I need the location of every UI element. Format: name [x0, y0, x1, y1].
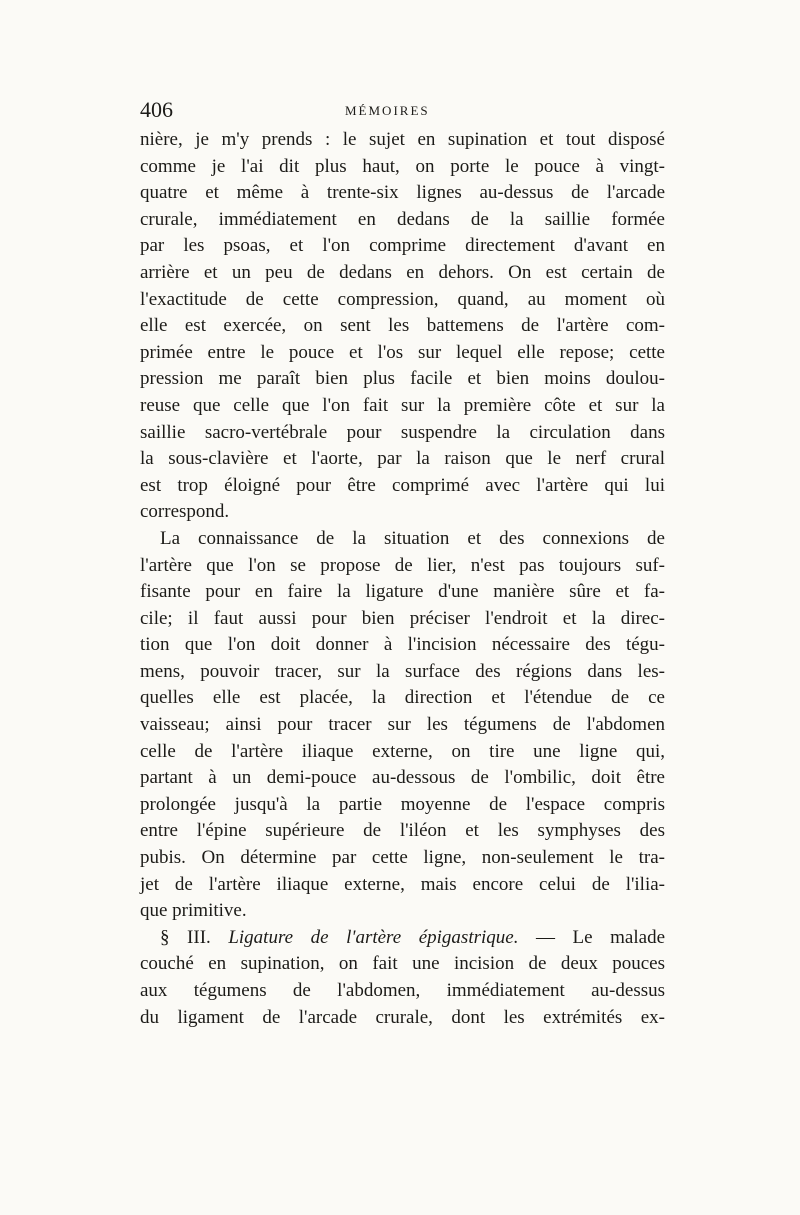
text-line: La connaissance de la situation et des connexions de: [160, 527, 665, 549]
text-line: nière, je m'y prends : le sujet en supination et tout disposé: [140, 129, 665, 150]
text-line: quelles elle est placée, la direction et l'étendue de ce: [140, 687, 665, 709]
paragraph-connaissance: [140, 526, 665, 925]
text-line: elle est exercée, on sent les battemens de l'artère com-: [140, 315, 665, 337]
text-line: mens, pouvoir tracer, sur la surface des régions dans les-: [140, 660, 665, 682]
text-line: partant à un demi-pouce au-dessous de l'ombilic, doit être: [140, 767, 665, 789]
text-line: jet de l'artère iliaque externe, mais encore celui de l'ilia-: [140, 873, 665, 895]
text-line: l'exactitude de cette compression, quand, au moment où: [140, 288, 665, 310]
section-heading-line: [140, 925, 665, 952]
page-number: 406: [140, 97, 173, 122]
text-line: correspond.: [140, 501, 230, 523]
text-line: saillie sacro-vertébrale pour suspendre la circulation dans: [140, 421, 665, 443]
text-line: pubis. On détermine par cette ligne, non-seulement le tra-: [140, 847, 665, 869]
text-line: entre l'épine supérieure de l'iléon et les symphyses des: [140, 820, 665, 842]
text-line: l'artère que l'on se propose de lier, n'est pas toujours suf-: [140, 554, 665, 576]
section-first-line-rest: — Le malade: [536, 926, 666, 948]
text-line: par les psoas, et l'on comprime directement d'avant en: [140, 235, 665, 257]
text-line: fisante pour en faire la ligature d'une manière sûre et fa-: [140, 581, 665, 603]
text-line: couché en supination, on fait une incision de deux pouces: [140, 953, 665, 975]
text-line: aux tégumens de l'abdomen, immédiatement au-dessus: [140, 980, 665, 1001]
text-line: pression me paraît bien plus facile et bien moins doulou-: [140, 368, 665, 390]
text-line: arrière et un peu de dedans en dehors. On est certain de: [140, 261, 665, 283]
text-line: du ligament de l'arcade crurale, dont les extrémités ex-: [140, 1006, 665, 1028]
section-number: § III.: [160, 926, 211, 948]
section-ligature-epigastrique: [140, 925, 665, 1031]
text-line: comme je l'ai dit plus haut, on porte le pouce à vingt-: [140, 155, 665, 177]
body-text: [140, 127, 665, 1031]
section-body: [140, 951, 665, 1031]
text-line: crurale, immédiatement en dedans de la saillie formée: [140, 208, 665, 230]
page-header: [140, 95, 665, 127]
text-line: quatre et même à trente-six lignes au-dessus de l'arcade: [140, 182, 665, 204]
text-line: vaisseau; ainsi pour tracer sur les tégumens de l'abdomen: [140, 714, 665, 736]
text-line: celle de l'artère iliaque externe, on tire une ligne qui,: [140, 740, 665, 762]
book-page: [140, 95, 665, 1031]
text-line: est trop éloigné pour être comprimé avec l'artère qui lui: [140, 474, 665, 496]
text-line: cile; il faut aussi pour bien préciser l'endroit et la direc-: [140, 607, 665, 629]
paragraph-compression: [140, 127, 665, 526]
section-title: Ligature de l'artère épigastrique.: [228, 926, 519, 948]
text-line: la sous-clavière et l'aorte, par la raison que le nerf crural: [140, 448, 665, 470]
text-line: que primitive.: [140, 900, 247, 922]
text-line: tion que l'on doit donner à l'incision nécessaire des tégu-: [140, 634, 665, 656]
running-title: MÉMOIRES: [345, 103, 430, 118]
text-line: reuse que celle que l'on fait sur la première côte et sur la: [140, 394, 665, 416]
text-line: primée entre le pouce et l'os sur lequel elle repose; cette: [140, 341, 665, 363]
text-line: prolongée jusqu'à la partie moyenne de l'espace compris: [140, 793, 665, 815]
